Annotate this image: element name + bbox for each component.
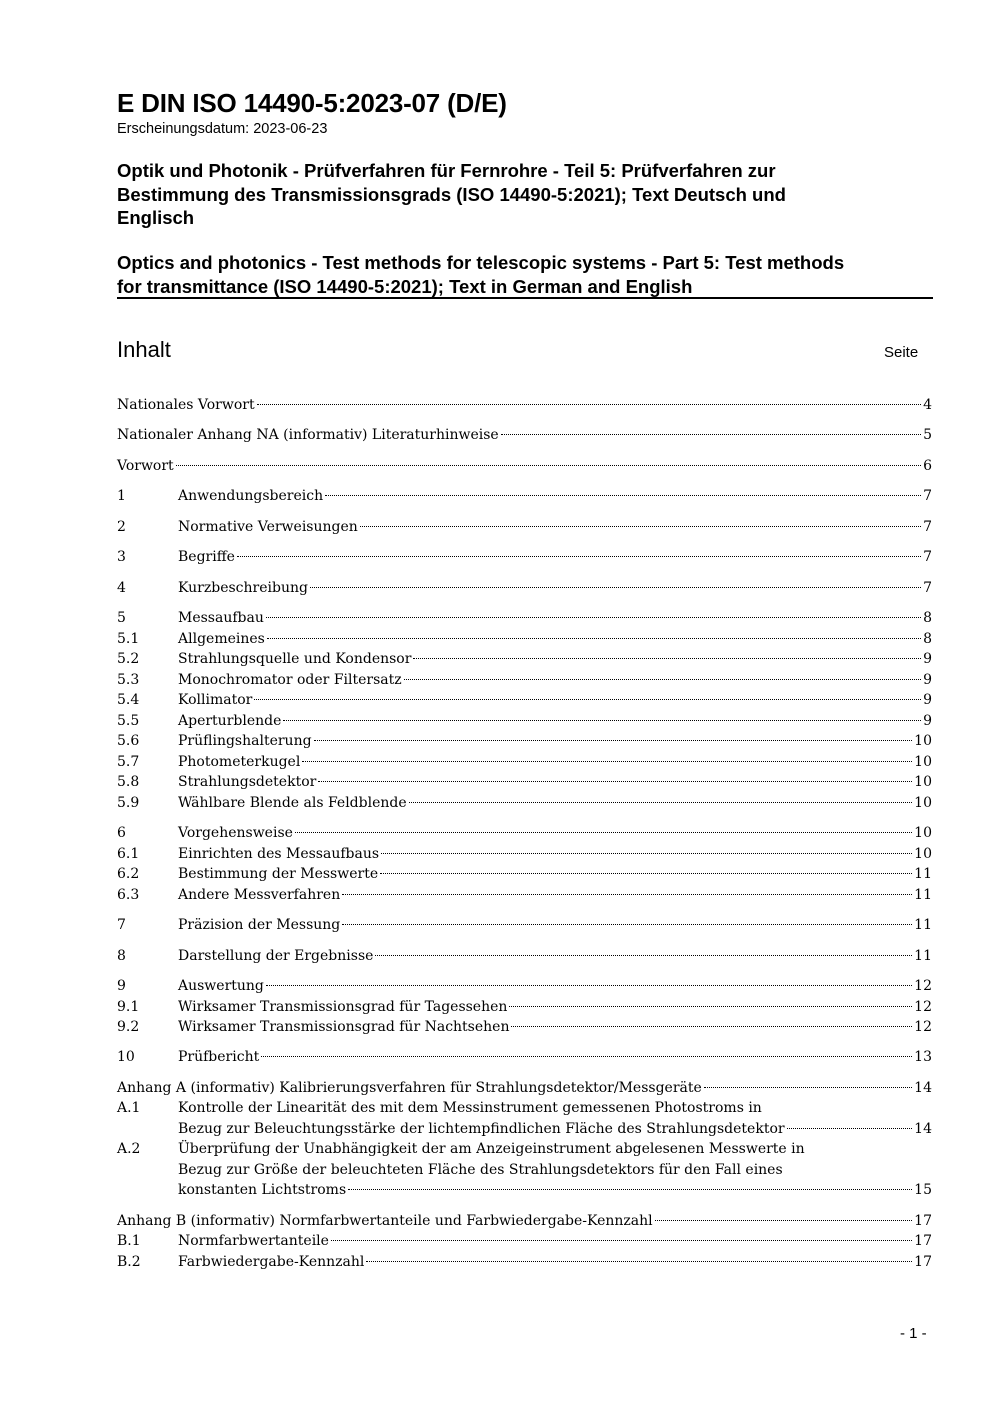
toc-entry[interactable] — [117, 547, 932, 568]
toc-entry-title: Auswertung — [178, 978, 264, 994]
toc-entry-page: 13 — [914, 1049, 932, 1065]
toc-entry-number: 5.8 — [117, 774, 140, 790]
toc-entry-number: 1 — [117, 488, 126, 504]
toc-entry-title: Farbwiedergabe-Kennzahl — [178, 1254, 365, 1270]
toc-entry-title: Allgemeines — [178, 631, 265, 647]
toc-dot-leader — [787, 1128, 913, 1129]
toc-entry-page: 7 — [923, 580, 932, 596]
title-english-line: for transmittance (ISO 14490-5:2021); Text in German and English — [117, 275, 693, 297]
toc-dot-leader — [254, 699, 921, 700]
toc-dot-leader — [266, 985, 912, 986]
toc-entry-title: Messaufbau — [178, 610, 264, 626]
toc-entry-page: 10 — [914, 733, 932, 749]
toc-entry-title: Vorwort — [117, 458, 174, 474]
toc-dot-leader — [655, 1220, 913, 1221]
toc-entry[interactable] — [117, 793, 932, 814]
toc-entry[interactable] — [117, 772, 932, 793]
toc-entry[interactable] — [117, 752, 932, 773]
toc-entry-title: Einrichten des Messaufbaus — [178, 846, 380, 862]
toc-entry-page: 11 — [914, 917, 932, 933]
toc-entry[interactable] — [117, 425, 932, 446]
toc-entry-title: Strahlungsquelle und Kondensor — [178, 651, 412, 667]
toc-entry-title: Begriffe — [178, 549, 235, 565]
toc-dot-leader — [342, 924, 912, 925]
toc-entry[interactable] — [117, 486, 932, 507]
toc-entry[interactable] — [117, 670, 932, 691]
toc-entry-title: Kontrolle der Linearität des mit dem Messinstrument gemessenen Photostroms in — [178, 1100, 762, 1116]
toc-entry-number: 5.4 — [117, 692, 140, 708]
document-id: E DIN ISO 14490-5:2023-07 (D/E) — [117, 88, 507, 118]
toc-entry-title: Photometerkugel — [178, 754, 301, 770]
toc-entry-number: 3 — [117, 549, 126, 565]
toc-entry[interactable] — [117, 844, 932, 865]
toc-dot-leader — [501, 434, 921, 435]
toc-dot-leader — [267, 638, 921, 639]
toc-entry-number: A.2 — [117, 1141, 141, 1157]
toc-entry[interactable] — [117, 1211, 932, 1232]
title-divider — [117, 297, 933, 299]
title-english-line: Optics and photonics - Test methods for telescopic systems - Part 5: Test methods — [117, 252, 845, 273]
toc-entry-number: 5.5 — [117, 713, 140, 729]
toc-entry-title: Bezug zur Größe der beleuchteten Fläche des Strahlungsdetektors für den Fall eines — [178, 1161, 783, 1178]
toc-entry[interactable] — [117, 608, 932, 629]
toc-dot-leader — [509, 1006, 912, 1007]
toc-dot-leader — [511, 1026, 912, 1027]
toc-entry-title: Andere Messverfahren — [178, 887, 341, 903]
title-german-line: Optik und Photonik - Prüfverfahren für Fernrohre - Teil 5: Prüfverfahren zur — [117, 160, 776, 181]
toc-entry-page: 12 — [914, 978, 932, 994]
toc-entry-title: Anhang A (informativ) Kalibrierungsverfahren für Strahlungsdetektor/Messgeräte — [117, 1080, 702, 1096]
toc-entry-page: 14 — [914, 1120, 932, 1137]
title-german-line: Englisch — [117, 207, 195, 228]
toc-entry-page: 9 — [923, 713, 932, 729]
toc-entry-number: 9 — [117, 978, 126, 994]
toc-dot-leader — [325, 495, 921, 496]
toc-entry-page: 10 — [914, 774, 932, 790]
toc-entry-number: 10 — [117, 1049, 135, 1065]
toc-entry-title: Wirksamer Transmissionsgrad für Tagessehen — [178, 999, 508, 1015]
toc-entry[interactable] — [117, 517, 932, 538]
toc-entry-title: Strahlungsdetektor — [178, 774, 317, 790]
toc-entry[interactable] — [117, 1098, 932, 1139]
toc-entry[interactable] — [117, 731, 932, 752]
toc-entry-title: Aperturblende — [178, 713, 282, 729]
toc-entry-number: 5 — [117, 610, 126, 626]
toc-entry-page: 11 — [914, 948, 932, 964]
toc-entry[interactable] — [117, 1231, 932, 1252]
toc-entry-page: 10 — [914, 754, 932, 770]
toc-entry-number: 5.2 — [117, 651, 140, 667]
toc-entry-page: 9 — [923, 692, 932, 708]
toc-entry[interactable] — [117, 1078, 932, 1099]
toc-entry-page: 8 — [923, 631, 932, 647]
toc-entry[interactable] — [117, 1139, 932, 1201]
toc-dot-leader — [266, 617, 921, 618]
toc-entry-title: Nationales Vorwort — [117, 397, 255, 413]
toc-dot-leader — [380, 873, 912, 874]
toc-entry[interactable] — [117, 976, 932, 997]
title-english — [117, 251, 932, 298]
toc-entry-title: konstanten Lichtstroms — [178, 1182, 347, 1198]
toc-entry[interactable] — [117, 864, 932, 885]
toc-entry-title: Überprüfung der Unabhängigkeit der am Anzeigeinstrument abgelesenen Messwerte in — [178, 1141, 805, 1157]
toc-entry[interactable] — [117, 649, 932, 670]
toc-entry-number: 2 — [117, 519, 126, 535]
toc-entry[interactable] — [117, 711, 932, 732]
toc-dot-leader — [704, 1087, 912, 1088]
toc-entry-number: 5.1 — [117, 631, 140, 647]
toc-entry-title: Normative Verweisungen — [178, 519, 358, 535]
toc-entry-page: 17 — [914, 1233, 932, 1249]
toc-entry[interactable] — [117, 690, 932, 711]
toc-entry-page: 7 — [923, 519, 932, 535]
toc-entry-number: B.2 — [117, 1254, 141, 1270]
toc-entry-page: 10 — [914, 795, 932, 811]
toc-entry-page: 15 — [914, 1182, 932, 1198]
toc-entry-page: 7 — [923, 488, 932, 504]
toc-entry-title: Anwendungsbereich — [178, 488, 324, 504]
page-number: - 1 - — [900, 1325, 927, 1342]
toc-entry-page: 10 — [914, 846, 932, 862]
toc-entry[interactable] — [117, 395, 932, 416]
toc-entry-number: B.1 — [117, 1233, 141, 1249]
toc-entry-title: Präzision der Messung — [178, 917, 341, 933]
toc-dot-leader — [404, 679, 921, 680]
toc-entry[interactable] — [117, 946, 932, 967]
toc-dot-leader — [261, 1056, 912, 1057]
toc-dot-leader — [348, 1189, 912, 1190]
toc-dot-leader — [366, 1261, 912, 1262]
title-german — [117, 159, 932, 230]
toc-dot-leader — [295, 832, 912, 833]
toc-entry-title: Bestimmung der Messwerte — [178, 866, 379, 882]
toc-entry-number: 9.2 — [117, 1019, 140, 1035]
toc-dot-leader — [413, 658, 921, 659]
toc-entry[interactable] — [117, 997, 932, 1018]
toc-entry[interactable] — [117, 885, 932, 906]
toc-entry-number: 4 — [117, 580, 126, 596]
toc-entry-page: 5 — [923, 427, 932, 443]
toc-entry-title: Prüfbericht — [178, 1049, 260, 1065]
toc-entry-page: 7 — [923, 549, 932, 565]
toc-entry-page: 9 — [923, 672, 932, 688]
toc-entry-number: 6.2 — [117, 866, 140, 882]
toc-entry-page: 14 — [914, 1080, 932, 1096]
toc-page-column-label: Seite — [884, 344, 919, 361]
toc-entry-title: Monochromator oder Filtersatz — [178, 672, 402, 688]
title-german-line: Bestimmung des Transmissionsgrads (ISO 14490-5:2021); Text Deutsch und — [117, 183, 786, 205]
toc-entry-title: Prüflingshalterung — [178, 733, 312, 749]
toc-dot-leader — [237, 556, 921, 557]
toc-entry[interactable] — [117, 1252, 932, 1273]
toc-entry-page: 17 — [914, 1213, 932, 1229]
toc-dot-leader — [381, 853, 912, 854]
toc-entry-title: Kurzbeschreibung — [178, 580, 308, 596]
toc-entry[interactable] — [117, 1017, 932, 1038]
toc-entry-title: Vorgehensweise — [178, 825, 293, 841]
toc-dot-leader — [176, 465, 921, 466]
toc-entry-number: 8 — [117, 948, 126, 964]
toc-entry-title: Wirksamer Transmissionsgrad für Nachtsehen — [178, 1019, 510, 1035]
toc-entry[interactable] — [117, 578, 932, 599]
toc-dot-leader — [342, 894, 912, 895]
toc-entry-number: 7 — [117, 917, 126, 933]
toc-dot-leader — [409, 802, 913, 803]
toc-entry-title: Darstellung der Ergebnisse — [178, 948, 374, 964]
toc-entry-page: 6 — [923, 458, 932, 474]
toc-dot-leader — [360, 526, 921, 527]
toc-entry[interactable] — [117, 456, 932, 477]
toc-entry-number: 5.7 — [117, 754, 140, 770]
toc-dot-leader — [302, 761, 912, 762]
toc-entry-number: 6.3 — [117, 887, 140, 903]
toc-entry-page: 10 — [914, 825, 932, 841]
toc-entry-number: 6.1 — [117, 846, 140, 862]
toc-entry-number: 5.3 — [117, 672, 140, 688]
toc-entry-title: Kollimator — [178, 692, 253, 708]
toc-entry-page: 9 — [923, 651, 932, 667]
toc-entry-title: Nationaler Anhang NA (informativ) Literaturhinweise — [117, 427, 499, 443]
toc-heading: Inhalt — [117, 337, 171, 362]
toc-entry-page: 12 — [914, 1019, 932, 1035]
toc-dot-leader — [318, 781, 912, 782]
toc-entry-page: 11 — [914, 887, 932, 903]
toc-entry-page: 4 — [923, 397, 932, 413]
toc-entry-title: Wählbare Blende als Feldblende — [178, 795, 407, 811]
toc-entry[interactable] — [117, 629, 932, 650]
toc-dot-leader — [310, 587, 921, 588]
toc-entry-page: 12 — [914, 999, 932, 1015]
toc-entry-number: 5.6 — [117, 733, 140, 749]
toc-entry-number: 5.9 — [117, 795, 140, 811]
toc-entry-page: 8 — [923, 610, 932, 626]
toc-dot-leader — [331, 1240, 912, 1241]
toc-entry-page: 11 — [914, 866, 932, 882]
toc-dot-leader — [314, 740, 913, 741]
toc-entry[interactable] — [117, 915, 932, 936]
publication-date: Erscheinungsdatum: 2023-06-23 — [117, 121, 328, 137]
toc-entry-title: Normfarbwertanteile — [178, 1233, 329, 1249]
toc-dot-leader — [375, 955, 912, 956]
toc-entry-number: A.1 — [117, 1100, 141, 1116]
toc-entry-title: Bezug zur Beleuchtungsstärke der lichtempfindlichen Fläche des Strahlungsdetektor — [178, 1120, 785, 1137]
toc-entry-number: 9.1 — [117, 999, 140, 1015]
toc-entry-page: 17 — [914, 1254, 932, 1270]
toc-entry[interactable] — [117, 823, 932, 844]
toc-entry-number: 6 — [117, 825, 126, 841]
toc-dot-leader — [283, 720, 921, 721]
toc-entry-title: Anhang B (informativ) Normfarbwertanteile und Farbwiedergabe-Kennzahl — [117, 1213, 653, 1229]
toc-dot-leader — [257, 404, 922, 405]
toc-entry[interactable] — [117, 1047, 932, 1068]
